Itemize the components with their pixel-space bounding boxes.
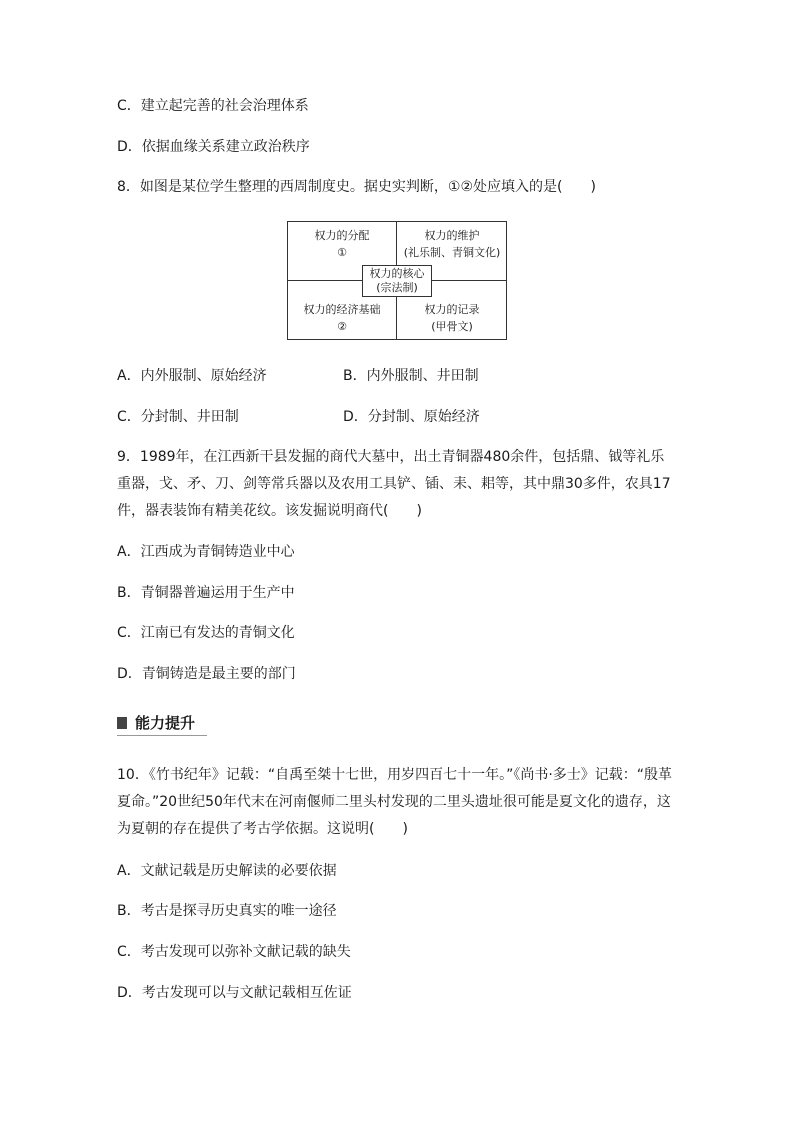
diagram-cell-top-left bbox=[288, 227, 396, 261]
q8-diagram bbox=[287, 221, 507, 340]
q10-option-b: B．考古是探寻历史真实的唯一途径 bbox=[117, 903, 337, 919]
q8-option-b: B．内外服制、井田制 bbox=[343, 368, 479, 384]
q8-stem: 8．如图是某位学生整理的西周制度史。据史实判断，①②处应填入的是( ) bbox=[117, 179, 596, 195]
q10-option-d: D．考古发现可以与文献记载相互佐证 bbox=[117, 985, 352, 1001]
q7-option-c: C．建立起完善的社会治理体系 bbox=[117, 98, 309, 114]
q8-option-d: D．分封制、原始经济 bbox=[343, 409, 480, 425]
square-bullet-icon bbox=[117, 717, 127, 729]
diagram-bottom-right-sub: (甲骨文) bbox=[431, 320, 473, 333]
diagram-center-title: 权力的核心 bbox=[369, 267, 425, 280]
q10-stem: 10．《竹书纪年》记载：“自禹至桀十七世，用岁四百七十一年。”《尚书·多士》记载：“殷革夏命。”20世纪50年代末在河南偃师二里头村发现的二里头遗址很可能是夏文化的遗存，这为夏朝的存在提供了考古学依据。这说明( ) bbox=[117, 767, 673, 837]
diagram-bottom-left-marker: ② bbox=[337, 320, 347, 333]
diagram-cell-bottom-left bbox=[288, 301, 396, 335]
q10-option-c: C．考古发现可以弥补文献记载的缺失 bbox=[117, 944, 351, 960]
q9-option-a: A．江西成为青铜铸造业中心 bbox=[117, 544, 295, 560]
diagram-bottom-left-title: 权力的经济基础 bbox=[303, 303, 381, 316]
diagram-top-right-sub: (礼乐制、青铜文化) bbox=[403, 246, 501, 259]
diagram-center-box bbox=[362, 265, 432, 297]
diagram-top-left-marker: ① bbox=[337, 246, 347, 259]
q9-option-b: B．青铜器普遍运用于生产中 bbox=[117, 585, 295, 601]
diagram-bottom-right-title: 权力的记录 bbox=[424, 303, 480, 316]
section-title: 能力提升 bbox=[135, 714, 196, 732]
q7-option-d: D．依据血缘关系建立政治秩序 bbox=[117, 139, 310, 155]
q8-option-c: C．分封制、井田制 bbox=[117, 409, 239, 425]
q9-option-d: D．青铜铸造是最主要的部门 bbox=[117, 666, 296, 682]
q10-option-a: A．文献记载是历史解读的必要依据 bbox=[117, 863, 337, 879]
diagram-top-right-title: 权力的维护 bbox=[424, 229, 480, 242]
q8-options-row-2 bbox=[117, 407, 480, 427]
diagram-cell-bottom-right bbox=[396, 301, 508, 335]
diagram-center-sub: (宗法制) bbox=[376, 281, 418, 294]
q8-options-row-1 bbox=[117, 366, 479, 386]
q8-option-a: A．内外服制、原始经济 bbox=[117, 368, 267, 384]
q9-option-c: C．江南已有发达的青铜文化 bbox=[117, 625, 295, 641]
section-heading bbox=[117, 713, 207, 736]
diagram-cell-top-right bbox=[396, 227, 508, 261]
q9-stem: 9．1989年，在江西新干县发掘的商代大墓中，出土青铜器480余件，包括鼎、钺等礼乐重器，戈、矛、刀、剑等常兵器以及农用工具铲、锸、耒、耜等，其中鼎30多件，农具17件，器表装饰有精美花纹。该发掘说明商代( ) bbox=[117, 449, 671, 519]
diagram-top-left-title: 权力的分配 bbox=[314, 229, 370, 242]
